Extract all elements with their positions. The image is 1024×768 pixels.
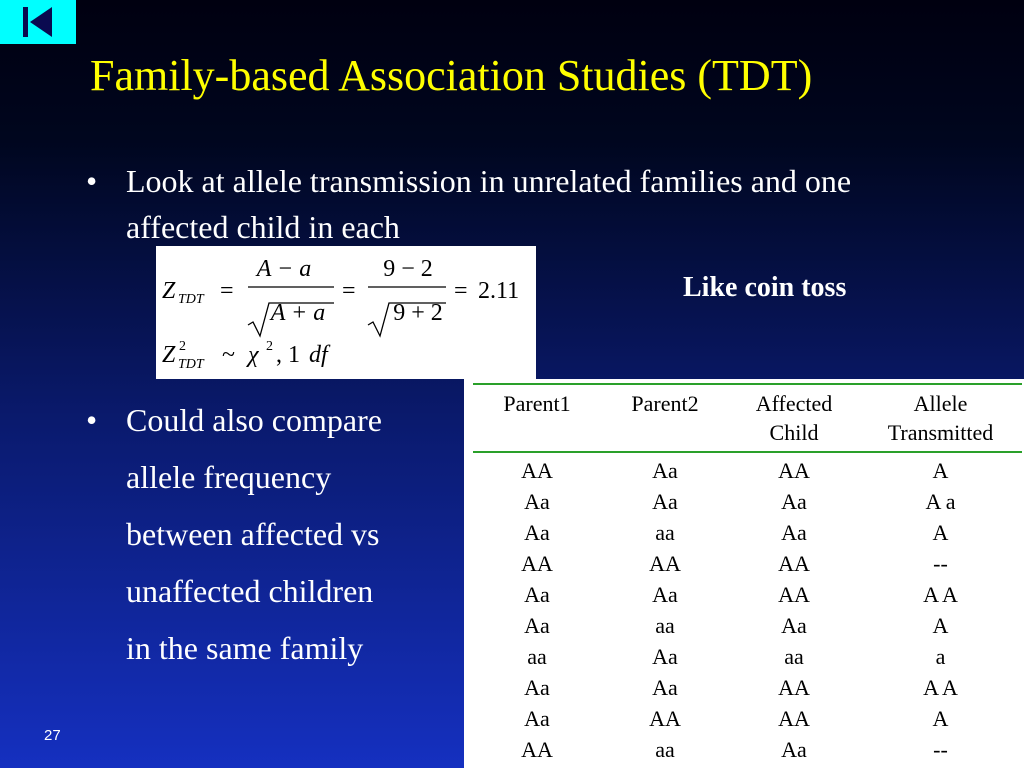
z-symbol: Z [162, 278, 176, 304]
cell-parent2: Aa [652, 458, 678, 483]
header-allele-transmitted: Allele Transmitted [859, 384, 1022, 452]
tdt-subscript-2: TDT [178, 357, 204, 372]
denominator-numeric: 9 + 2 [393, 300, 443, 326]
cell-transmitted: A [932, 706, 949, 731]
cell-parent2: aa [655, 520, 675, 545]
cell-parent2: aa [655, 737, 675, 762]
cell-transmitted: A a [925, 489, 956, 514]
bullet-line: unaffected children [126, 573, 374, 609]
bullet-line: between affected vs [126, 516, 380, 552]
header-affected-child: Affected Child [729, 384, 859, 452]
cell-child: AA [778, 458, 810, 483]
cell-transmitted: A [932, 520, 949, 545]
cell-child: AA [778, 551, 810, 576]
coin-toss-note: Like coin toss [683, 272, 847, 303]
cell-child: Aa [781, 489, 807, 514]
transmission-table-panel [464, 379, 1024, 768]
bullet-dot: • [86, 163, 98, 199]
bullet-dot-2: • [86, 402, 98, 438]
cell-parent2: AA [649, 706, 681, 731]
denominator-symbolic: A + a [270, 300, 326, 326]
cell-parent2: Aa [652, 644, 678, 669]
equals-sign: = [220, 278, 234, 304]
header-parent1: Parent1 [473, 384, 601, 452]
cell-transmitted: A [932, 613, 949, 638]
chi-symbol: χ [248, 342, 259, 368]
bullet-text-2 [126, 392, 466, 677]
degrees-value: , 1 [276, 342, 300, 368]
z-symbol-2: Z [162, 342, 176, 368]
slide-title: Family-based Association Studies (TDT) [90, 51, 813, 100]
cell-child: aa [784, 644, 804, 669]
transmission-table [473, 383, 1022, 765]
cell-transmitted: -- [933, 551, 948, 576]
tdt-subscript: TDT [178, 292, 204, 307]
table-row [473, 672, 1022, 703]
tdt-formula [156, 246, 536, 379]
equals-sign-3: = [454, 278, 468, 304]
table-header-row [473, 384, 1022, 452]
table-row [473, 703, 1022, 734]
cell-transmitted: -- [933, 737, 948, 762]
cell-parent1: AA [521, 458, 553, 483]
cell-parent1: Aa [524, 613, 550, 638]
cell-transmitted: A [932, 458, 949, 483]
header-parent2: Parent2 [601, 384, 729, 452]
cell-parent2: AA [649, 551, 681, 576]
table-row [473, 452, 1022, 486]
cell-transmitted: A A [923, 675, 958, 700]
table-row [473, 734, 1022, 765]
cell-transmitted: A A [923, 582, 958, 607]
table-row [473, 610, 1022, 641]
bullet-text: Look at allele transmission in unrelated families and one affected child in each [126, 163, 852, 245]
cell-transmitted: a [935, 644, 946, 669]
skip-back-icon [18, 4, 58, 40]
cell-parent1: Aa [524, 489, 550, 514]
distributed-as: ~ [222, 342, 235, 368]
cell-child: AA [778, 706, 810, 731]
numerator-numeric: 9 − 2 [383, 256, 433, 282]
table-row [473, 579, 1022, 610]
cell-parent2: aa [655, 613, 675, 638]
page-number: 27 [44, 727, 61, 744]
previous-slide-button[interactable] [0, 0, 76, 44]
cell-child: Aa [781, 520, 807, 545]
cell-parent1: Aa [524, 520, 550, 545]
table-row [473, 641, 1022, 672]
cell-parent1: AA [521, 551, 553, 576]
degrees-unit: df [309, 342, 328, 368]
cell-parent1: aa [527, 644, 547, 669]
cell-parent2: Aa [652, 675, 678, 700]
cell-parent2: Aa [652, 489, 678, 514]
cell-child: Aa [781, 613, 807, 638]
cell-parent1: Aa [524, 706, 550, 731]
z-squared: 2 [179, 339, 186, 354]
table-row [473, 517, 1022, 548]
chi-squared: 2 [266, 339, 273, 354]
bullet-line: allele frequency [126, 459, 332, 495]
cell-parent1: Aa [524, 582, 550, 607]
cell-child: AA [778, 582, 810, 607]
cell-parent1: AA [521, 737, 553, 762]
bullet-line: in the same family [126, 630, 364, 666]
table-row [473, 548, 1022, 579]
cell-child: Aa [781, 737, 807, 762]
cell-child: AA [778, 675, 810, 700]
table-row [473, 486, 1022, 517]
cell-parent1: Aa [524, 675, 550, 700]
numerator-symbolic: A − a [256, 256, 312, 282]
bullet-line: Could also compare [126, 402, 382, 438]
cell-parent2: Aa [652, 582, 678, 607]
z-result: 2.11 [478, 278, 520, 304]
equals-sign-2: = [342, 278, 356, 304]
